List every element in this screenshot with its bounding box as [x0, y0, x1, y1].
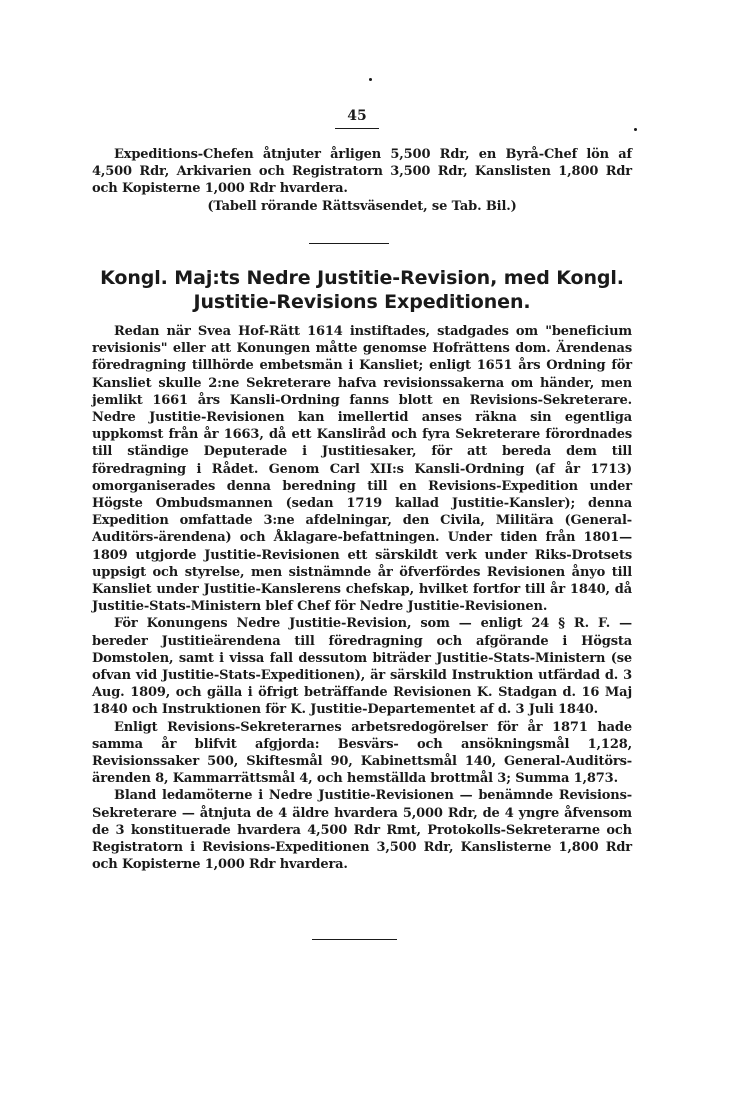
section-heading — [92, 266, 632, 314]
section-body — [92, 323, 632, 874]
section-paragraph: För Konungens Nedre Justitie-Revision, som — enligt 24 § R. F. — bereder Justitieärendena till föredragning och afgörande i Högsta Domstolen, samt i vissa fall dessutom biträder Justitie-Stats-Ministern (se ofvan vid Justitie-Stats-Expeditionen), är särskild Instruktion utfärdad d. 3 Aug. 1809, och gälla i öfrigt beträffande Revisionen K. Stadgan d. 16 Maj 1840 och Instruktionen för K. Justitie-Departementet af d. 3 Juli 1840. — [92, 616, 632, 718]
intro-paragraph: Expeditions-Chefen åtnjuter årligen 5,500 Rdr, en Byrå-Chef lön af 4,500 Rdr, Arkivarien och Registratorn 3,500 Rdr, Kanslisten 1,800 Rdr och Kopisterne 1,000 Rdr hvardera. — [92, 147, 632, 197]
section-paragraph: Redan när Svea Hof-Rätt 1614 instiftades, stadgades om "beneficium revisionis" eller att Konungen måtte genomse Hofrättens dom. Ärendenas föredragning tillhörde embetsmän i Kansliet; enligt 1651 års Ordning för Kansliet skulle 2:ne Sekreterare hafva revisionssakerna om händer, men jemlikt 1661 års Kansli-Ordning fanns blott en Revisions-Sekreterare. Nedre Justitie-Revisionen kan imellertid anses räkna sin egentliga uppkomst från år 1663, då ett Kansliråd och fyra Sekreterare förordnades till ständige Deputerade i Justitiesaker, för att bereda dem till föredragning i Rådet. Genom Carl XII:s Kansli-Ordning (af år 1713) omorganiserades denna beredning till en Revisions-Expedition under Högste Ombudsmannen (sedan 1719 kallad Justitie-Kansler); denna Expedition omfattade 3:ne afdelningar, den Civila, Militära (General-Auditörs-ärendena) och Åklagare-befattningen. Under tiden från 1801—1809 utgjorde Justitie-Revisionen ett särskildt verk under Riks-Drotsets uppsigt och styrelse, men sistnämnde år öfverfördes Revisionen ånyo till Kansliet under Justitie-Kanslerens chefskap, hvilket fortfor till år 1840, då Justitie-Stats-Ministern blef Chef för Nedre Justitie-Revisionen. — [92, 324, 632, 615]
page-number-rule — [335, 128, 379, 129]
print-speck — [369, 78, 372, 81]
print-speck — [634, 128, 637, 131]
table-note: (Tabell rörande Rättsväsendet, se Tab. Bil.) — [207, 198, 517, 214]
end-rule — [312, 939, 397, 940]
section-paragraph: Bland ledamöterne i Nedre Justitie-Revisionen — benämnde Revisions-Sekreterare — åtnjuta de 4 äldre hvardera 5,000 Rdr, de 4 yngre åfvensom de 3 konstituerade hvardera 4,500 Rdr Rmt, Protokolls-Sekreterarne och Registratorn i Revisions-Expeditionen 3,500 Rdr, Kanslisterne 1,800 Rdr och Kopisterne 1,000 Rdr hvardera. — [92, 788, 632, 873]
section-heading-line-1: Kongl. Maj:ts Nedre Justitie-Revision, med Kongl. — [100, 267, 624, 289]
section-paragraph: Enligt Revisions-Sekreterarnes arbetsredogörelser för år 1871 hade samma år blifvit afgjorda: Besvärs- och ansökningsmål 1,128, Revisionssaker 500, Skiftesmål 90, Kabinettsmål 140, General-Auditörs-ärenden 8, Kammarrättsmål 4, och hemställda brottmål 3; Summa 1,873. — [92, 719, 632, 787]
intro-block — [92, 146, 632, 215]
section-heading-line-2: Justitie-Revisions Expeditionen. — [193, 291, 531, 313]
page-number: 45 — [347, 108, 367, 124]
divider-rule — [309, 243, 389, 244]
